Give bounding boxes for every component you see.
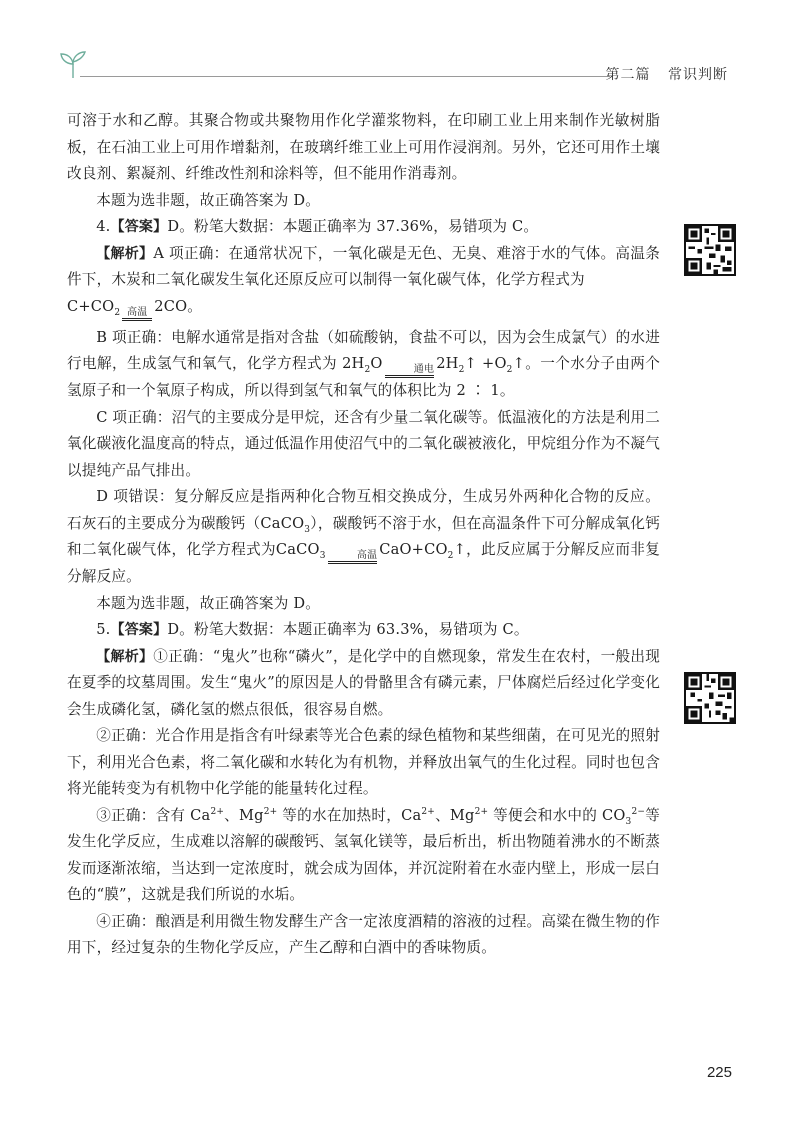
paragraph: 可溶于水和乙醇。其聚合物或共聚物用作化学灌浆物料，在印刷工业上用来制作光敏树脂板，在石油工业上可用作增黏剂，在玻璃纤维工业上可用作浸润剂。另外，它还可用作土壤改良剂、絮凝剂、纤维改性剂和涂料等，但不能用作消毒剂。 xyxy=(67,112,660,182)
analysis-paragraph: 【解析】A 项正确：在通常状况下，一氧化碳是无色、无臭、难溶于水的气体。高温条件下，木炭和二氧化碳发生氧化还原反应可以制得一氧化碳气体，化学方程式为 xyxy=(67,244,660,288)
paragraph: ④正确：酿酒是利用微生物发酵生产含一定浓度酒精的溶液的过程。高粱在微生物的作用下，经过复杂的生物化学反应，产生乙醇和白酒中的香味物质。 xyxy=(67,912,660,956)
part-title: 第二篇 xyxy=(605,67,651,83)
paragraph: ③正确：含有 $Ca^{2+}$、$Mg^{2+}$ 等的水在加热时，$Ca^{2+}$、$Mg^{2+}$ 等便会和水中的 $CO_3^{2-}$等发生化学反应，生成难以溶解的碳酸钙、氢氧化镁等，最后析出，析出物随着沸水的不断蒸发而逐渐浓缩，当达到一定浓度时，就会成为固体，并沉淀附着在水壶内壁上，形成一层白色的“膜”，这就是我们所说的水垢。 xyxy=(67,806,661,903)
reaction-arrow: 通电 xyxy=(385,365,435,378)
page-number: 225 xyxy=(706,1064,732,1081)
answer-line: 4.【答案】D。粉笔大数据：本题正确率为 37.36%，易错项为 C。 xyxy=(96,218,539,235)
analysis-tag: 【解析】 xyxy=(96,245,154,262)
reaction-arrow: 高温 xyxy=(122,308,152,321)
paragraph: C 项正确：沼气的主要成分是甲烷，还含有少量二氧化碳等。低温液化的方法是利用二氧化碳液化温度高的特点，通过低温作用使沼气中的二氧化碳被液化，甲烷组分作为不凝气以提纯产品气排出。 xyxy=(67,408,660,479)
analysis-tag: 【解析】 xyxy=(96,648,154,665)
running-header xyxy=(606,64,728,84)
section-title: 常识判断 xyxy=(668,67,728,83)
analysis-paragraph: 【解析】①正确：“鬼火”也称“磷火”，是化学中的自燃现象，常发生在农村，一般出现在夏季的坟墓周围。发生“鬼火”的原因是人的骨骼里含有磷元素，尸体腐烂后经过化学变化会生成磷化氢，磷化氢的燃点很低，很容易自燃。 xyxy=(67,647,660,718)
paragraph: ②正确：光合作用是指含有叶绿素等光合色素的绿色植物和某些细菌，在可见光的照射下，利用光合色素，将二氧化碳和水转化为有机物，并释放出氧气的生化过程。同时也包含将光能转变为有机物中化学能的能量转化过程。 xyxy=(67,727,660,797)
paragraph: D 项错误：复分解反应是指两种化合物互相交换成分，生成另外两种化合物的反应。石灰石的主要成分为碳酸钙（CaCO$_3$），碳酸钙不溶于水，但在高温条件下可分解成氧化钙和二氧化碳气体，化学方程式为CaCO$_3$ 高温 $CaO+CO_2↑$，此反应属于分解反应而非复分解反应。 xyxy=(67,488,660,585)
page-body xyxy=(67,108,660,962)
reaction-arrow: 高温 xyxy=(328,551,378,564)
answer-tag: 【答案】 xyxy=(110,219,168,235)
answer-line: 5.【答案】D。粉笔大数据：本题正确率为 63.3%，易错项为 C。 xyxy=(96,621,529,638)
header-rule xyxy=(80,76,610,77)
answer-tag: 【答案】 xyxy=(110,622,168,638)
paragraph: 本题为选非题，故正确答案为 D。 xyxy=(96,191,321,209)
equation-line: $C+CO_2$ 高温 2CO。 xyxy=(67,294,660,321)
paragraph: B 项正确：电解水通常是指对含盐（如硫酸钠，食盐不可以，因为会生成氯气）的水进行电解，生成氢气和氧气，化学方程式为 $2H_2O$ 通电 $2H_2↑$ $+O_2↑$。一个水分子由两个氢原子和一个氧原子构成，所以得到氢气和氧气的体积比为 2 ∶ 1。 xyxy=(67,328,661,399)
paragraph: 本题为选非题，故正确答案为 D。 xyxy=(96,594,321,612)
qr-code-icon[interactable] xyxy=(684,224,736,276)
qr-code-icon[interactable] xyxy=(684,672,736,724)
